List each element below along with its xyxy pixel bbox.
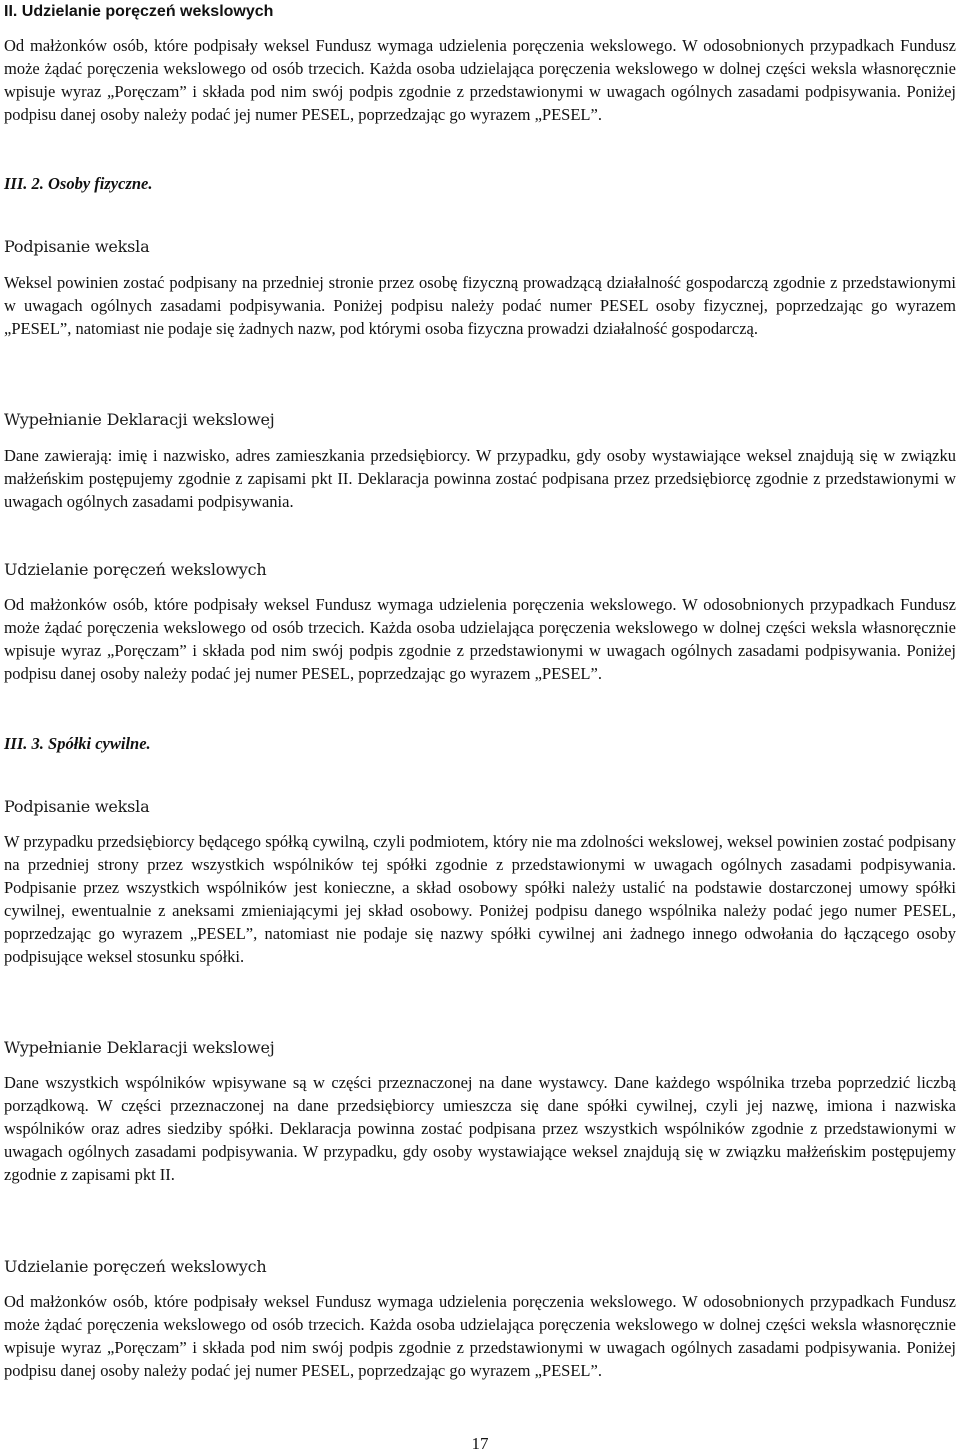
subheading-podpisanie-weksla-2: Podpisanie weksla	[4, 797, 150, 816]
subheading-poreczenia-1: Udzielanie poręczeń wekslowych	[4, 560, 267, 579]
section-heading-osoby-fizyczne: III. 2. Osoby fizyczne.	[4, 174, 153, 193]
section-heading-ii: II. Udzielanie poręczeń wekslowych	[4, 3, 274, 20]
section-heading-spolki-cywilne: III. 3. Spółki cywilne.	[4, 734, 151, 753]
paragraph-deklaracja-spolki: Dane wszystkich wspólników wpisywane są w części przeznaczonej na dane wystawcy. Dane każdego wspólnika trzeba poprzedzić liczbą porządkową. W części przeznaczonej na dane przedsiębiorcy umieszcza się dane spółki cywilnej, czyli jej nazwę, imiona i nazwiska wspólników oraz adres siedziby spółki. Deklaracja powinna zostać podpisana przez wszystkich wspólników zgodnie z przedstawionymi w uwagach ogólnych zasadami podpisywania. W przypadku, gdy osoby wystawiające weksel znajdują się w związku małżeńskim postępujemy zgodnie z zapisami pkt II.	[4, 1073, 956, 1184]
paragraph-deklaracja-osoby-fizyczne: Dane zawierają: imię i nazwisko, adres zamieszkania przedsiębiorcy. W przypadku, gdy osoby wystawiające weksel znajdują się w związku małżeńskim postępujemy zgodnie z zapisami pkt II. Deklaracja powinna zostać podpisana przez przedsiębiorcę zgodnie z przedstawionymi w uwagach ogólnych zasadami podpisywania.	[4, 446, 956, 511]
subheading-deklaracja-1: Wypełnianie Deklaracji wekslowej	[4, 410, 275, 429]
paragraph-poreczenia-osoby-fizyczne: Od małżonków osób, które podpisały weksel Fundusz wymaga udzielenia poręczenia wekslowego. W odosobnionych przypadkach Fundusz może żądać poręczenia wekslowego od osób trzecich. Każda osoba udzielająca poręczenia wekslowego w dolnej części weksla własnoręcznie wpisuje wyraz „Poręczam” i składa pod nim swój podpis zgodnie z przedstawionymi w uwagach ogólnych zasadami podpisywania. Poniżej podpisu danej osoby należy podać jej numer PESEL, poprzedzając go wyrazem „PESEL”.	[4, 595, 956, 683]
paragraph-podpisanie-osoby-fizyczne: Weksel powinien zostać podpisany na przedniej stronie przez osobę fizyczną prowadzącą działalność gospodarczą zgodnie z przedstawionymi w uwagach ogólnych zasadami podpisywania. Poniżej podpisu należy podać numer PESEL osoby fizycznej, poprzedzając go wyrazem „PESEL”, natomiast nie podaje się żadnych nazw, pod którymi osoba fizyczna prowadzi działalność gospodarczą.	[4, 273, 956, 338]
subheading-podpisanie-weksla-1: Podpisanie weksla	[4, 237, 150, 256]
paragraph-poreczenia-spolki: Od małżonków osób, które podpisały weksel Fundusz wymaga udzielenia poręczenia wekslowego. W odosobnionych przypadkach Fundusz może żądać poręczenia wekslowego od osób trzecich. Każda osoba udzielająca poręczenia wekslowego w dolnej części weksla własnoręcznie wpisuje wyraz „Poręczam” i składa pod nim swój podpis zgodnie z przedstawionymi w uwagach ogólnych zasadami podpisywania. Poniżej podpisu danej osoby należy podać jej numer PESEL, poprzedzając go wyrazem „PESEL”.	[4, 1292, 956, 1380]
paragraph-podpisanie-spolki: W przypadku przedsiębiorcy będącego spółką cywilną, czyli podmiotem, który nie ma zdolności wekslowej, weksel powinien zostać podpisany na przedniej strony przez wszystkich wspólników tej spółki zgodnie z przedstawionymi w uwagach ogólnych zasadami podpisywania. Podpisanie przez wszystkich wspólników jest konieczne, a skład osobowy spółki należy ustalić na podstawie dostarczonej umowy spółki cywilnej, ewentualnie z aneksami zmieniającymi jej skład osobowy. Poniżej podpisu danego wspólnika należy podać jego numer PESEL, poprzedzając go wyrazem „PESEL”, natomiast nie podaje się nazwy spółki cywilnej ani żadnego innego odwołania do łączącego osoby podpisujące weksel stosunku spółki.	[4, 832, 956, 966]
subheading-deklaracja-2: Wypełnianie Deklaracji wekslowej	[4, 1038, 275, 1057]
paragraph-poreczenia-intro: Od małżonków osób, które podpisały weksel Fundusz wymaga udzielenia poręczenia wekslowego. W odosobnionych przypadkach Fundusz może żądać poręczenia wekslowego od osób trzecich. Każda osoba udzielająca poręczenia wekslowego w dolnej części weksla własnoręcznie wpisuje wyraz „Poręczam” i składa pod nim swój podpis zgodnie z przedstawionymi w uwagach ogólnych zasadami podpisywania. Poniżej podpisu danej osoby należy podać jej numer PESEL, poprzedzając go wyrazem „PESEL”.	[4, 36, 956, 124]
page-number: 17	[471, 1434, 489, 1453]
subheading-poreczenia-2: Udzielanie poręczeń wekslowych	[4, 1257, 267, 1276]
